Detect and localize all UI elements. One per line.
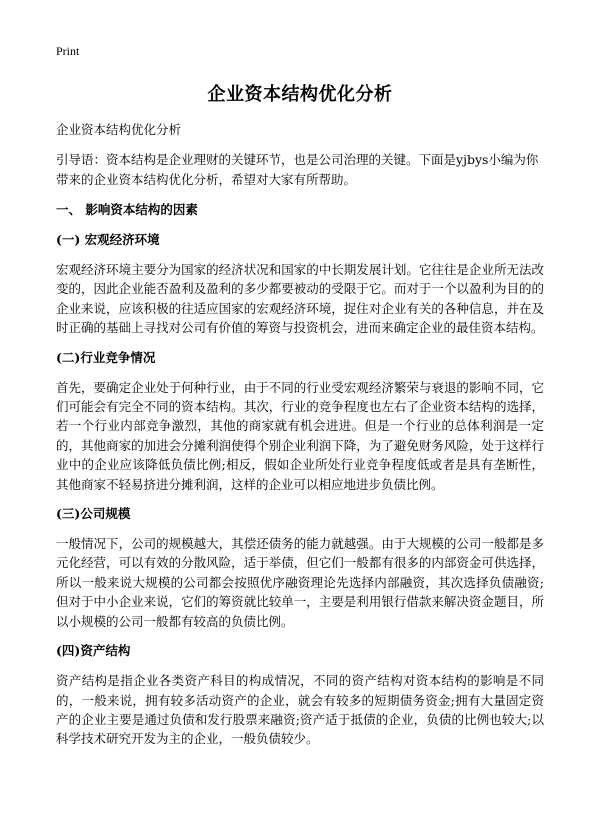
subsection-paragraph-4: 资产结构是指企业各类资产科目的构成情况，不同的资产结构对资本结构的影响是不同的，一般来说，拥有较多活动资产的企业，就会有较多的短期债务资金;拥有大量固定资产的企业主要是通过负债和发行股票来融资;资产适于抵债的企业，负债的比例也较大;以科学技术研究开发为主的企业，一般负债较少。 xyxy=(56,673,544,747)
subsection-paragraph-1: 宏观经济环境主要分为国家的经济状况和国家的中长期发展计划。它往往是企业所无法改变的，因此企业能否盈利及盈利的多少都要被动的受限于它。而对于一个以盈利为目的的企业来说，应该积极的往适应国家的宏观经济环境，捉住对企业有关的各种信息，并在及时正确的基础上寻找对公司有价值的筹资与投资机会，进而来确定企业的最佳资本结构。 xyxy=(56,262,544,336)
intro-paragraph: 引导语：资本结构是企业理财的关键环节，也是公司治理的关键。下面是yjbys小编为你带来的企业资本结构优化分析，希望对大家有所帮助。 xyxy=(56,152,539,187)
print-link[interactable]: Print xyxy=(56,44,80,58)
subsection-heading-3: (三)公司规模 xyxy=(56,506,131,522)
subsection-heading-2: (二)行业竞争情况 xyxy=(56,349,156,365)
article-subtitle: 企业资本结构优化分析 xyxy=(56,122,182,137)
subsection-paragraph-2: 首先，要确定企业处于何种行业，由于不同的行业受宏观经济繁荣与衰退的影响不同，它们可能会有完全不同的资本结构。其次，行业的竞争程度也左右了企业资本结构的选择，若一个行业内部竞争激烈，其他的商家就有机会进进。但是一个行业的总体利润是一定的，其他商家的加进会分摊利润使得个别企业利润下降，为了避免财务风险，处于这样行业中的企业应该降低负债比例;相反，假如企业所处行业竞争程度低或者是具有垄断性，其他商家不轻易挤进分摊利润，这样的企业可以相应地进步负债比例。 xyxy=(56,379,544,492)
subsection-paragraph-3: 一般情况下，公司的规模越大，其偿还债务的能力就越强。由于大规模的公司一般都是多元化经营，可以有效的分散风险，适于举债，但它们一般都有很多的内部资金可供选择，所以一般来说大规模的公司都会按照优序融资理论先选择内部融资，其次选择负债融资;但对于中小企业来说，它们的筹资就比较单一，主要是利用银行借款来解决资金题目，所以小规模的公司一般都有较高的负债比例。 xyxy=(56,536,544,629)
article-body xyxy=(56,120,544,759)
subsection-heading-4: (四)资产结构 xyxy=(56,643,131,659)
section-heading: 一、 影响资本结构的因素 xyxy=(56,202,198,217)
page-title: 企业资本结构优化分析 xyxy=(207,84,393,105)
subsection-heading-1: (一) 宏观经济环境 xyxy=(56,232,160,247)
